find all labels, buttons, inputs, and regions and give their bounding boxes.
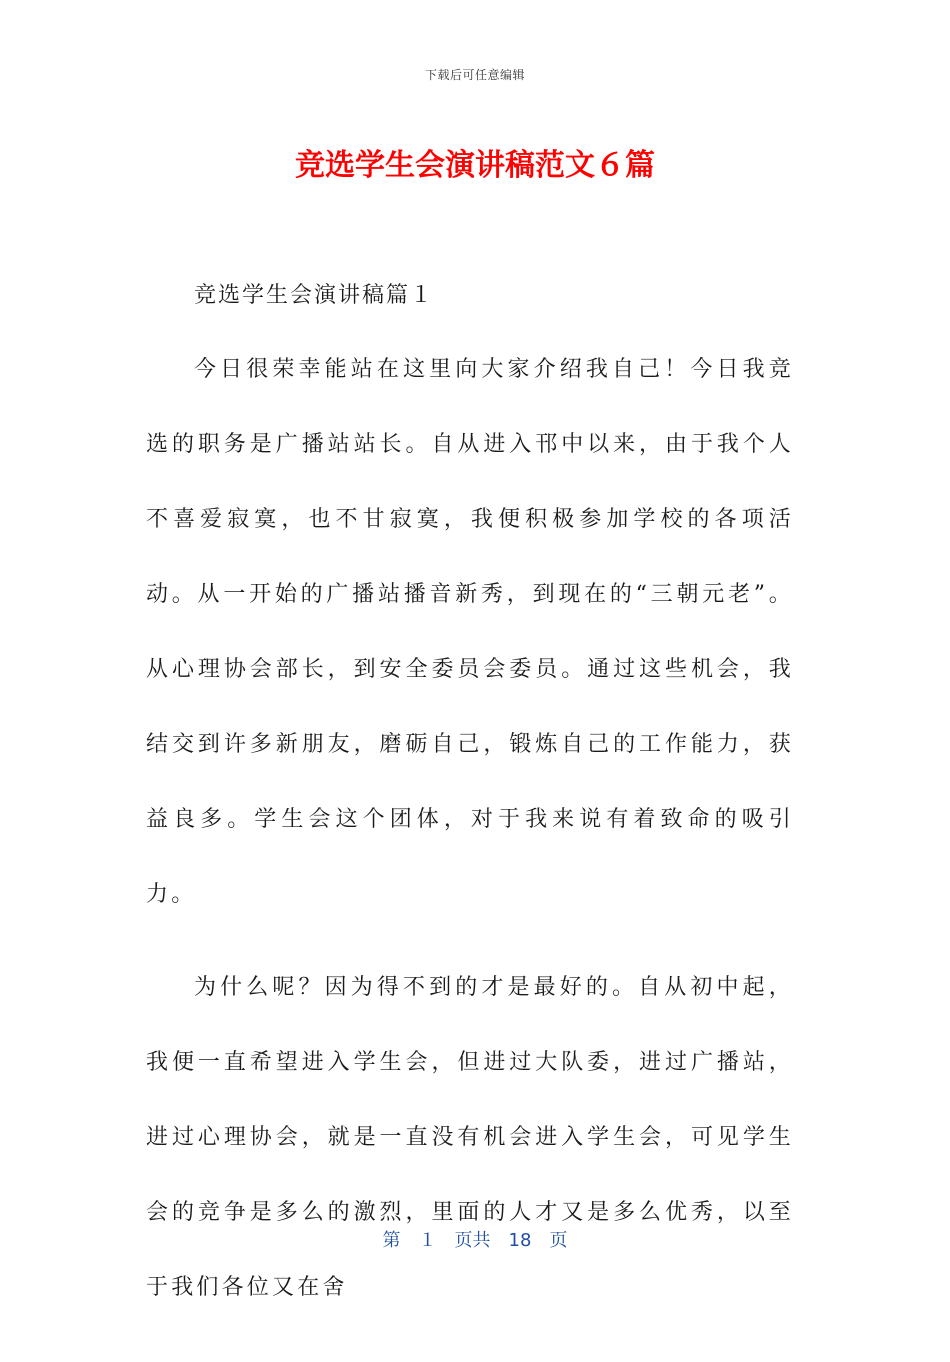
- document-body: [146, 277, 794, 1362]
- section-heading: 竞选学生会演讲稿篇１: [194, 283, 435, 308]
- body-paragraph-1: 今日很荣幸能站在这里向大家介绍我自己！今日我竞选的职务是广播站站长。自从进入邗中以来，由于我个人不喜爱寂寞，也不甘寂寞，我便积极参加学校的各项活动。从一开始的广播站播音新秀，到现在的“三朝元老”。从心理协会部长，到安全委员会委员。通过这些机会，我结交到许多新朋友，磨砺自己，锻炼自己的工作能力，获益良多。学生会这个团体，对于我来说有着致命的吸引力。: [146, 357, 794, 907]
- page-footer: 第 １ 页共 18 页: [382, 1230, 568, 1251]
- document-title: 竞选学生会演讲稿范文６篇: [295, 148, 655, 183]
- header-note: 下载后可任意编辑: [424, 68, 525, 82]
- body-paragraph-2: 为什么呢？因为得不到的才是最好的。自从初中起，我便一直希望进入学生会，但进过大队委，进过广播站，进过心理协会，就是一直没有机会进入学生会，可见学生会的竞争是多么的激烈，里面的人才又是多么优秀，以至于我们各位又在舍: [146, 975, 794, 1300]
